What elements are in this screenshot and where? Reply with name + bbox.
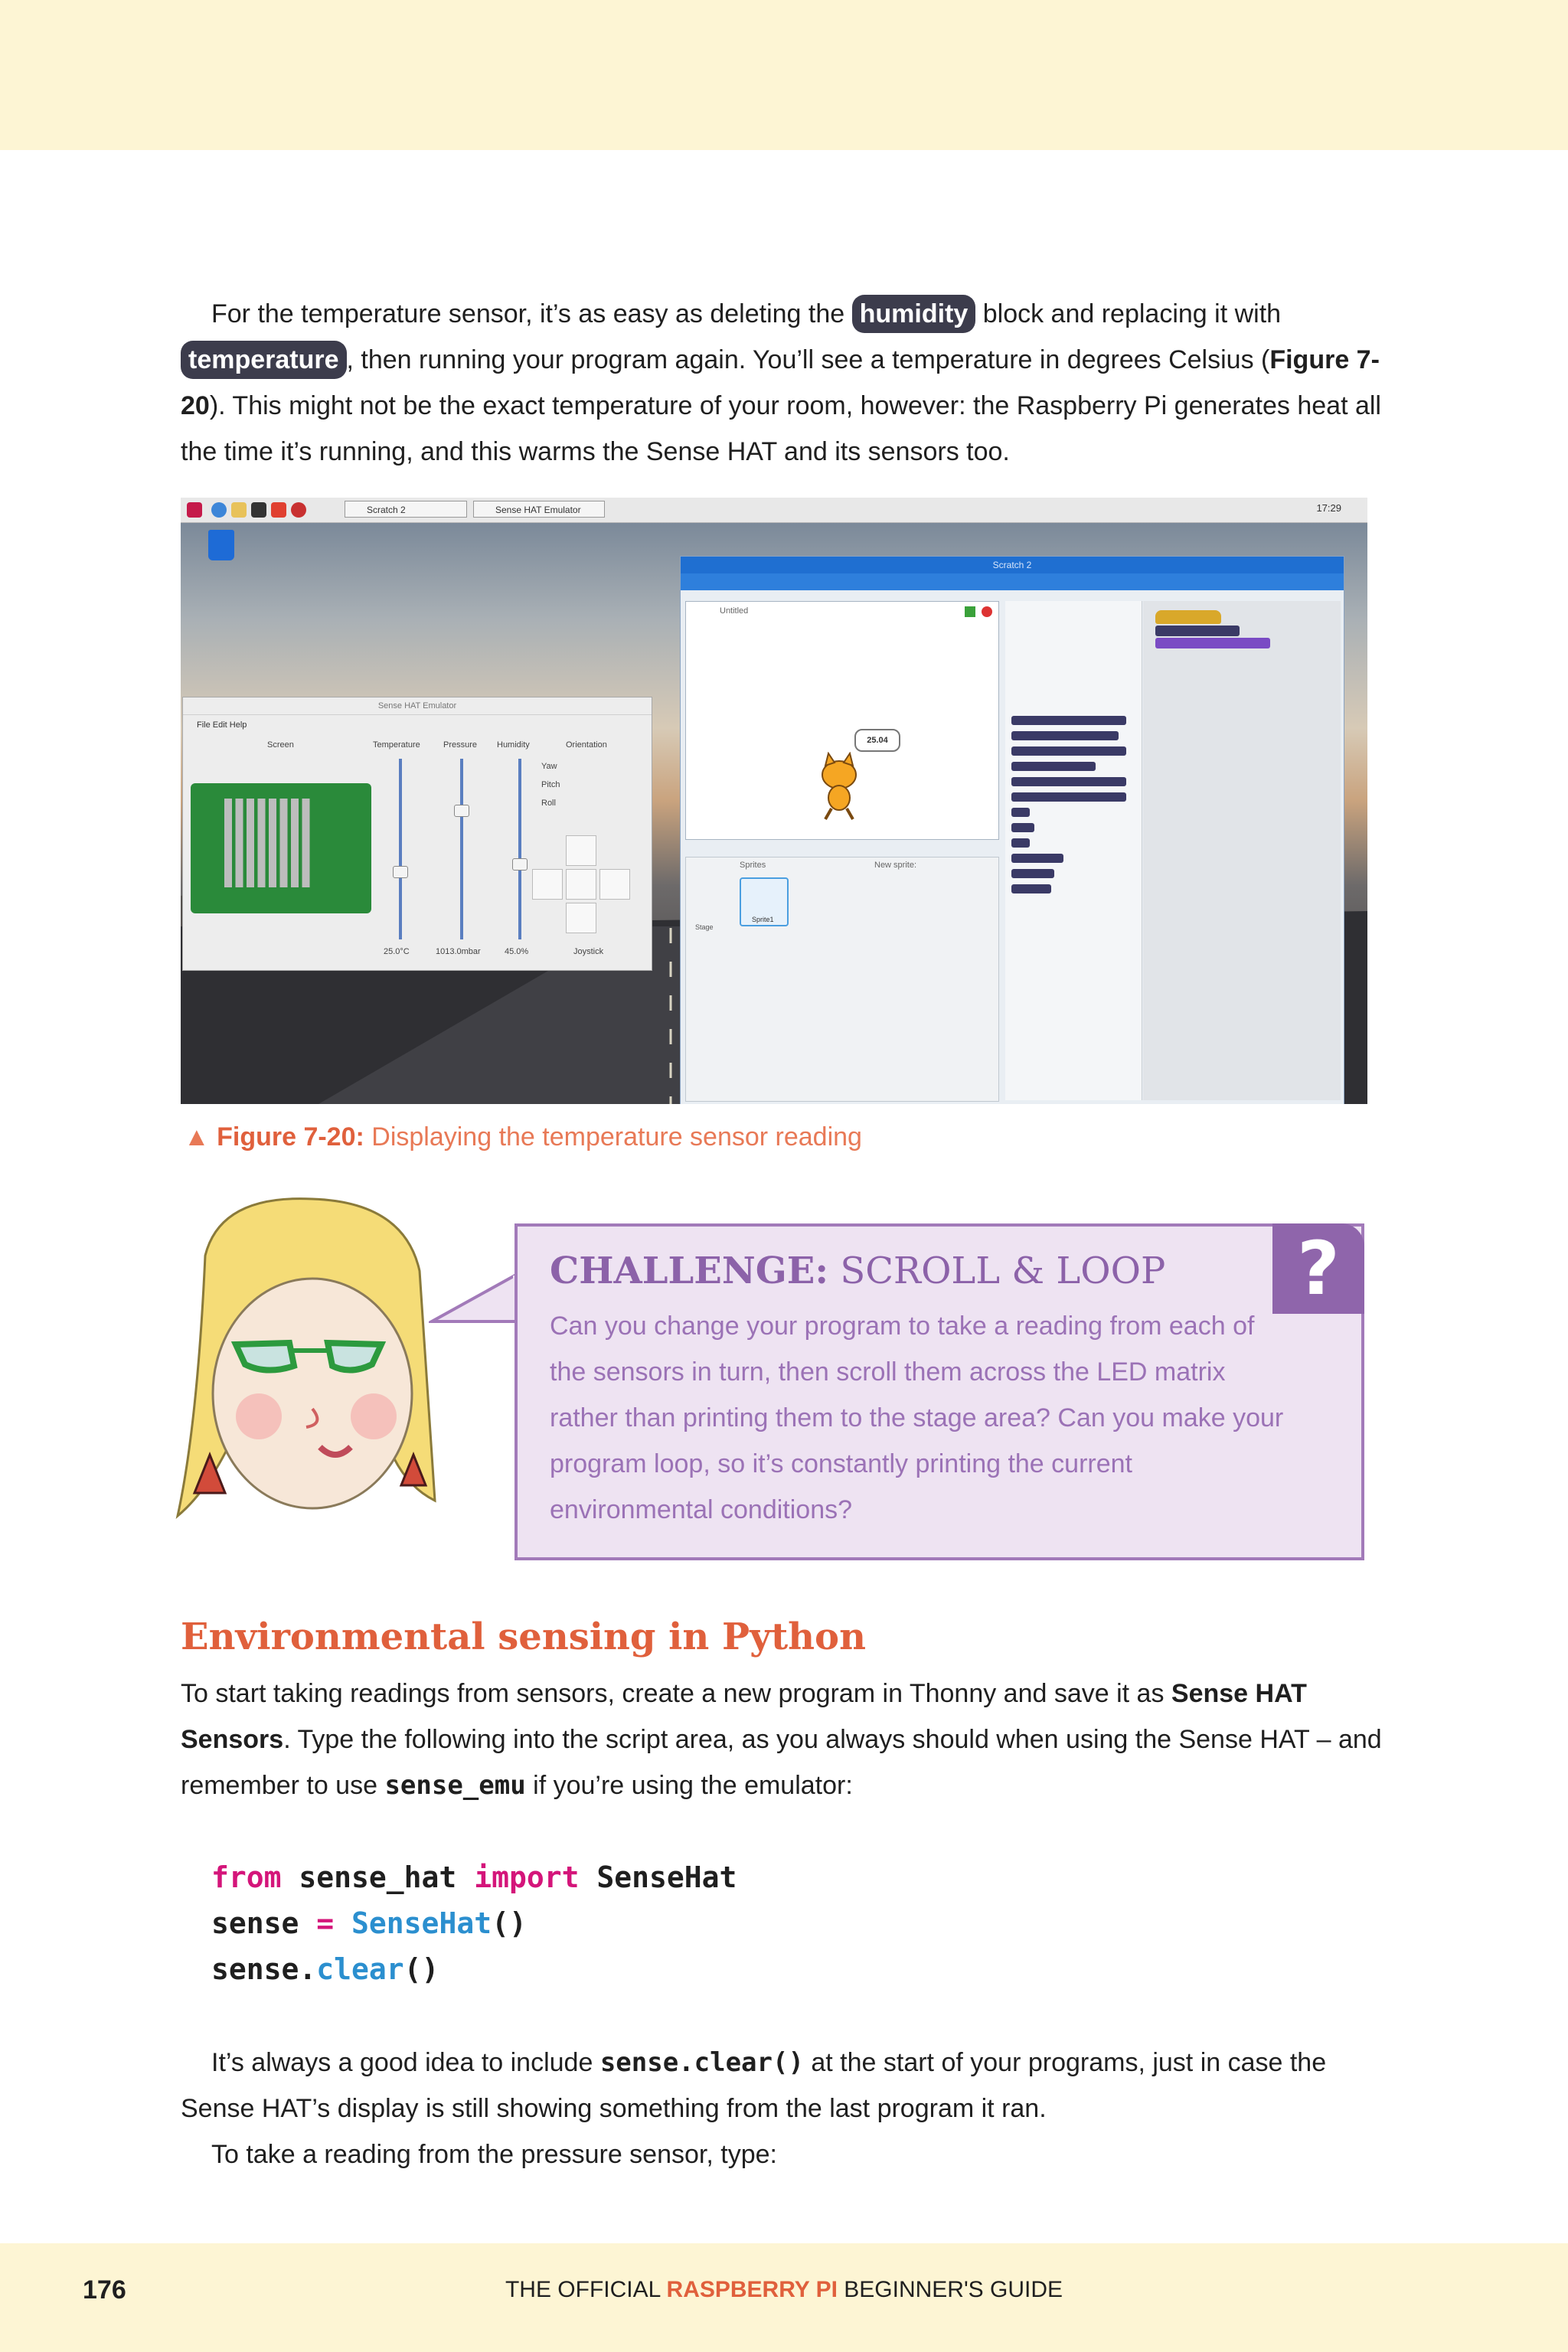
code-text: ()	[403, 1952, 439, 1986]
challenge-title	[550, 1250, 1165, 1292]
emulator-title: Sense HAT Emulator	[183, 697, 652, 715]
code-text: ()	[492, 1906, 527, 1940]
question-mark-icon: ?	[1272, 1223, 1364, 1314]
sprite-thumbnail[interactable]	[740, 877, 789, 926]
palette-block[interactable]	[1011, 746, 1126, 756]
yaw-label: Yaw	[541, 762, 557, 771]
temperature-reading: 25.0°C	[384, 947, 410, 956]
terminal-icon[interactable]	[251, 502, 266, 518]
led-matrix	[224, 799, 313, 887]
page-number: 176	[83, 2275, 126, 2305]
p1-text-a: To start taking readings from sensors, create a new program in Thonny and save it as	[181, 1679, 1171, 1708]
palette-block[interactable]	[1011, 808, 1030, 817]
pressure-label: Pressure	[443, 740, 478, 750]
code-keyword: import	[474, 1860, 580, 1894]
intro-paragraph	[181, 291, 1406, 475]
footer-text-before: THE OFFICIAL	[505, 2277, 667, 2302]
sprites-panel	[685, 857, 999, 1102]
code-text: sense_hat	[281, 1860, 475, 1894]
code-text: sense.	[211, 1952, 317, 1986]
footer-brand: RASPBERRY PI	[666, 2277, 838, 2302]
code-function: clear	[316, 1952, 404, 1986]
challenge-text: Can you change your program to take a reading from each of the sensors in turn, then scroll them across the LED matrix rather than printing them to the stage area? Can you make your program loop, so it’s constantly printing the current environmental conditions?	[550, 1312, 1284, 1524]
code-operator: =	[316, 1906, 335, 1940]
code-text: SenseHat	[579, 1860, 737, 1894]
green-flag-icon[interactable]	[965, 606, 975, 617]
author-illustration	[175, 1194, 443, 1547]
challenge-title-bold: CHALLENGE:	[550, 1250, 829, 1292]
p2-text-a: It’s always a good idea to include	[211, 2048, 600, 2077]
palette-block[interactable]	[1011, 762, 1096, 771]
section-heading: Environmental sensing in Python	[181, 1615, 866, 1658]
taskbar-scratch-button[interactable]: Scratch 2	[345, 501, 467, 518]
palette-block[interactable]	[1011, 716, 1126, 725]
joystick-label: Joystick	[573, 947, 604, 956]
humidity-block-pill: humidity	[852, 295, 976, 333]
browser-icon[interactable]	[211, 502, 227, 518]
sprite-name: Sprite1	[752, 916, 774, 923]
speech-bubble: 25.04	[854, 729, 900, 752]
new-sprite-label: New sprite:	[874, 861, 917, 870]
wastebasket-icon[interactable]	[208, 530, 234, 560]
intro-text-2: block and replacing it with	[975, 299, 1282, 328]
palette-block[interactable]	[1011, 838, 1030, 848]
pressure-slider[interactable]	[460, 759, 463, 939]
screen-label: Screen	[267, 740, 294, 750]
humidity-reading: 45.0%	[505, 947, 529, 956]
intro-text-3: , then running your program again. You’ll see a temperature in degrees Celsius (	[346, 345, 1270, 374]
section-paragraph-1	[181, 1671, 1406, 1808]
header-band	[0, 0, 1568, 150]
stage-label[interactable]: Stage	[695, 923, 714, 931]
palette-block[interactable]	[1011, 854, 1063, 863]
temperature-slider[interactable]	[399, 759, 402, 939]
code-function: SenseHat	[334, 1906, 492, 1940]
emulator-menu[interactable]: File Edit Help	[197, 720, 247, 730]
section-paragraph-3: To take a reading from the pressure sensor, type:	[211, 2140, 777, 2169]
challenge-title-rest: SCROLL & LOOP	[828, 1250, 1166, 1292]
stop-icon[interactable]	[982, 606, 992, 617]
intro-text-1: For the temperature sensor, it’s as easy as deleting the	[211, 299, 852, 328]
roll-label: Roll	[541, 799, 556, 808]
humidity-label: Humidity	[497, 740, 530, 750]
raspberry-menu-icon[interactable]	[187, 502, 202, 518]
footer-text-after: BEGINNER'S GUIDE	[837, 2277, 1063, 2302]
taskbar-clock: 17:29	[1316, 502, 1341, 514]
sense-hat-emulator-window	[182, 697, 652, 971]
palette-block[interactable]	[1011, 823, 1034, 832]
scripts-area[interactable]	[1143, 601, 1341, 1100]
joystick-enter-button[interactable]	[566, 869, 596, 900]
palette-block[interactable]	[1011, 869, 1054, 878]
wolfram-icon[interactable]	[291, 502, 306, 518]
code-text: sense	[211, 1906, 317, 1940]
joystick-down-button[interactable]	[566, 903, 596, 933]
p2-text-b: at the start of your programs, just in case the Sense HAT’s display is still showing something from the last program it ran.	[181, 2048, 1327, 2123]
taskbar-emulator-button[interactable]: Sense HAT Emulator	[473, 501, 605, 518]
scratch-window	[680, 556, 1344, 1104]
palette-block[interactable]	[1011, 777, 1126, 786]
figure-reference: Figure 7-20	[181, 345, 1380, 420]
humidity-slider-knob[interactable]	[512, 858, 528, 871]
code-block	[211, 1854, 737, 1992]
sprites-label: Sprites	[740, 861, 766, 870]
palette-block[interactable]	[1011, 731, 1119, 740]
caption-label: Figure 7-20:	[217, 1122, 364, 1152]
pitch-label: Pitch	[541, 780, 560, 789]
folder-icon[interactable]	[231, 502, 247, 518]
speech-bubble-tail	[429, 1271, 521, 1332]
joystick-up-button[interactable]	[566, 835, 596, 866]
p1-text-c: . Type the following into the script area, as you always should when using the Sense HAT – and remember to use	[181, 1725, 1382, 1800]
desktop-taskbar	[181, 498, 1367, 523]
pressure-reading: 1013.0mbar	[436, 947, 481, 956]
temperature-block-pill: temperature	[181, 341, 347, 379]
figure-caption: ▲ Figure 7-20: Displaying the temperature sensor reading	[184, 1122, 862, 1152]
say-temperature-block[interactable]	[1155, 638, 1270, 648]
scratch-stage[interactable]	[685, 601, 999, 840]
palette-block[interactable]	[1011, 884, 1051, 893]
footer-title	[0, 2277, 1568, 2303]
intro-text-4: ). This might not be the exact temperature of your room, however: the Raspberry Pi generates heat all the time it’s running, and this warms the Sense HAT and its sensors too.	[181, 391, 1381, 466]
scratch-menubar[interactable]	[681, 573, 1344, 590]
orientation-label: Orientation	[566, 740, 607, 750]
mathematica-icon[interactable]	[271, 502, 286, 518]
when-flag-clicked-block[interactable]	[1155, 610, 1221, 624]
figure-screenshot	[181, 498, 1367, 1104]
caption-text: Displaying the temperature sensor reading	[364, 1122, 862, 1152]
p1-text-d: if you’re using the emulator:	[525, 1771, 853, 1800]
pressure-slider-knob[interactable]	[454, 805, 469, 817]
humidity-slider[interactable]	[518, 759, 521, 939]
code-keyword: from	[211, 1860, 282, 1894]
temperature-label: Temperature	[373, 740, 420, 750]
sense-hat-board	[191, 783, 371, 913]
p1-filename: Sense HAT Sensors	[181, 1679, 1307, 1754]
block-palette	[1005, 601, 1142, 1100]
section-paragraph-2	[181, 2040, 1406, 2132]
scratch-cat-sprite[interactable]	[808, 752, 870, 821]
palette-block[interactable]	[1011, 792, 1126, 802]
project-title[interactable]: Untitled	[720, 606, 749, 616]
p2-inline-code: sense.clear()	[599, 2047, 804, 2078]
joystick-right-button[interactable]	[599, 869, 630, 900]
joystick-left-button[interactable]	[532, 869, 563, 900]
set-all-pixels-block[interactable]	[1155, 626, 1240, 636]
p1-inline-code: sense_emu	[384, 1770, 526, 1801]
temperature-slider-knob[interactable]	[393, 866, 408, 878]
scratch-title: Scratch 2	[681, 557, 1344, 573]
